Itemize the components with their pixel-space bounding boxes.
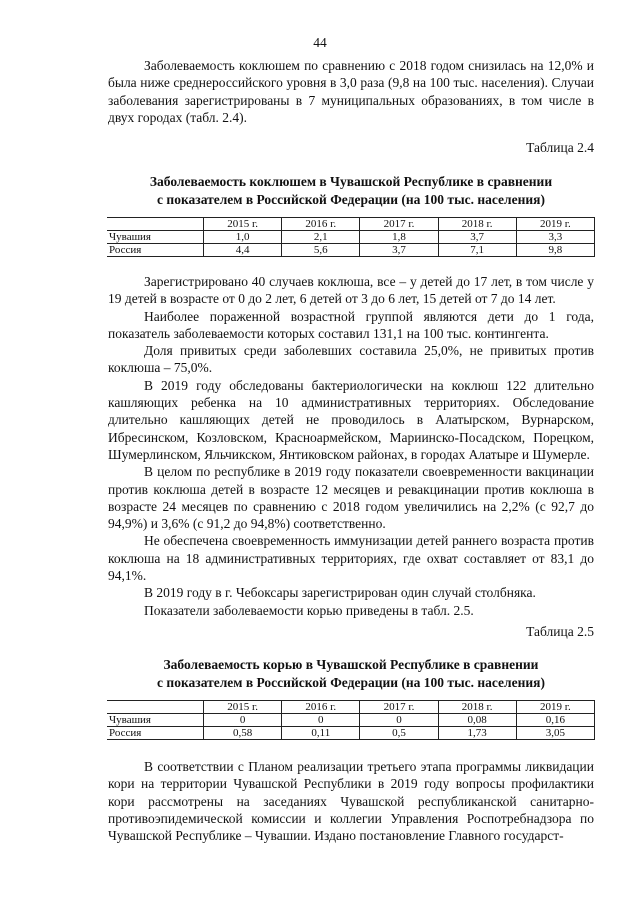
table-2-5-title xyxy=(108,656,594,691)
table-cell: 0 xyxy=(204,714,282,727)
row-name: Чувашия xyxy=(107,231,204,244)
column-header: 2018 г. xyxy=(438,701,516,714)
table-cell: 7,1 xyxy=(438,244,516,257)
table-2-4-title-line2: с показателем в Российской Федерации (на 100 тыс. населения) xyxy=(157,191,545,207)
table-cell: 1,73 xyxy=(438,727,516,740)
column-header: 2015 г. xyxy=(204,218,282,231)
table-cell: 2,1 xyxy=(282,231,360,244)
table-2-5 xyxy=(107,700,595,740)
table-header-row xyxy=(107,701,595,714)
table-cell: 0 xyxy=(360,714,438,727)
table-cell: 3,3 xyxy=(516,231,594,244)
table-row xyxy=(107,714,595,727)
column-header: 2019 г. xyxy=(516,218,594,231)
paragraph: Зарегистрировано 40 случаев коклюша, все – у детей до 17 лет, в том числе у 19 детей в возрасте от 0 до 2 лет, 6 детей от 3 до 6 лет, 15 детей от 7 до 14 лет. xyxy=(108,274,594,307)
table-row xyxy=(107,727,595,740)
table-2-4-title xyxy=(108,173,594,208)
table-cell: 3,05 xyxy=(516,727,594,740)
paragraph: В 2019 году в г. Чебоксары зарегистрирован один случай столбняка. xyxy=(144,585,536,601)
table-cell: 3,7 xyxy=(360,244,438,257)
table-2-5-title-line2: с показателем в Российской Федерации (на 100 тыс. населения) xyxy=(157,674,545,690)
table-2-5-label: Таблица 2.5 xyxy=(526,624,594,639)
paragraph: В целом по республике в 2019 году показатели своевременности вакцинации против коклюша детей в возрасте 12 месяцев и ревакцинации против коклюша в возрасте 24 месяцев по сравнению с 2018 годом увеличились на 2,2% (с 92,7 до 94,9%) и 3,6% (с 91,2 до 94,8%) соответственно. xyxy=(108,464,594,532)
table-cell: 1,0 xyxy=(204,231,282,244)
table-cell: 4,4 xyxy=(204,244,282,257)
table-cell: 0,16 xyxy=(516,714,594,727)
column-header: 2016 г. xyxy=(282,218,360,231)
row-name: Россия xyxy=(107,244,204,257)
table-cell: 0,08 xyxy=(438,714,516,727)
table-2-5-title-line1: Заболеваемость корью в Чувашской Республике в сравнении xyxy=(163,657,539,672)
page-number: 44 xyxy=(313,35,327,50)
table-cell: 0,58 xyxy=(204,727,282,740)
column-header: 2017 г. xyxy=(360,218,438,231)
table-corner-cell xyxy=(107,218,204,231)
paragraph: В 2019 году обследованы бактериологически на коклюш 122 длительно кашляющих ребенка на 10 административных территориях. Обследование длительно кашляющих детей не проводилось в Алатырском, Вурнарском, Ибресинском, Козловском, Красноармейском, Мариинско-Посадском, Порецком, Шумерлинском, Яльчикском, Янтиковском районах, в городах Алатыре и Шумерле. xyxy=(108,377,594,462)
paragraph: Показатели заболеваемости корью приведены в табл. 2.5. xyxy=(144,602,474,618)
column-header: 2015 г. xyxy=(204,701,282,714)
table-cell: 0,5 xyxy=(360,727,438,740)
table-cell: 3,7 xyxy=(438,231,516,244)
body-text-middle xyxy=(108,273,594,619)
column-header: 2019 г. xyxy=(516,701,594,714)
table-header-row xyxy=(107,218,595,231)
table-cell: 5,6 xyxy=(282,244,360,257)
table-cell: 9,8 xyxy=(516,244,594,257)
table-cell: 0,11 xyxy=(282,727,360,740)
paragraph-bottom: В соответствии с Планом реализации третьего этапа программы ликвидации кори на территории Чувашской Республики в 2019 году вопросы профилактики кори рассмотрены на заседаниях Чувашской республиканской санитарно-противоэпидемической комиссии и коллегии Управления Роспотребнадзора по Чувашской Республике – Чувашии. Издано постановление Главного государст- xyxy=(108,759,594,844)
table-2-4-title-line1: Заболеваемость коклюшем в Чувашской Республике в сравнении xyxy=(149,174,553,189)
paragraph: Доля привитых среди заболевших составила 25,0%, не привитых против коклюша – 75,0%. xyxy=(108,343,594,376)
row-name: Чувашия xyxy=(107,714,204,727)
table-row xyxy=(107,231,595,244)
table-2-4-label: Таблица 2.4 xyxy=(526,140,594,155)
table-2-4 xyxy=(107,217,595,257)
table-row xyxy=(107,244,595,257)
column-header: 2016 г. xyxy=(282,701,360,714)
table-cell: 1,8 xyxy=(360,231,438,244)
column-header: 2017 г. xyxy=(360,701,438,714)
paragraph: Не обеспечена своевременность иммунизации детей раннего возраста против коклюша на 18 административных территориях, где охват составляет от 83,1 до 94,1%. xyxy=(108,533,594,584)
row-name: Россия xyxy=(107,727,204,740)
paragraph: Наиболее пораженной возрастной группой являются дети до 1 года, показатель заболеваемости которых составил 131,1 на 100 тыс. контингента. xyxy=(108,308,594,341)
table-corner-cell xyxy=(107,701,204,714)
table-cell: 0 xyxy=(282,714,360,727)
paragraph-intro: Заболеваемость коклюшем по сравнению с 2018 годом снизилась на 12,0% и была ниже среднероссийского уровня в 3,0 раза (9,8 на 100 тыс. населения). Случаи заболевания зарегистрированы в 7 муниципальных образованиях, в том числе в двух городах (табл. 2.4). xyxy=(108,58,594,125)
column-header: 2018 г. xyxy=(438,218,516,231)
